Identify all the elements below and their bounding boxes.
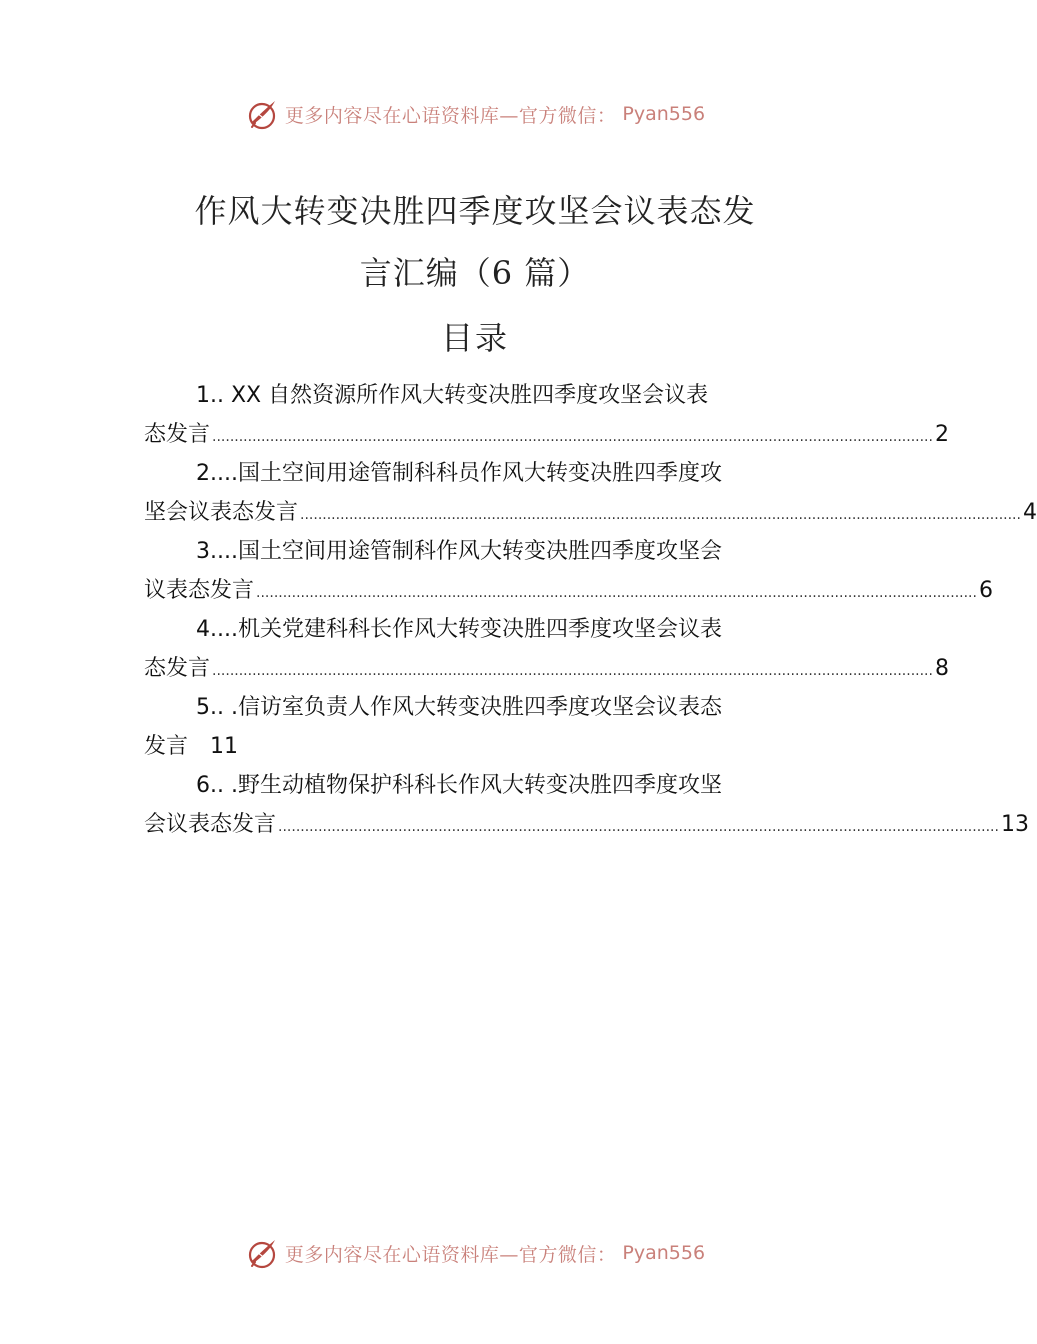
- toc-entry-text: 会议表态发言: [144, 812, 277, 837]
- toc-dot-leader: ..................................................................................................................................................................: [278, 819, 999, 835]
- toc-page-number: 8: [934, 656, 949, 681]
- toc-entry-line-2: [144, 493, 1037, 532]
- toc-entry[interactable]: [144, 454, 1037, 532]
- toc-entry-line-2: [144, 727, 806, 766]
- toc-entry[interactable]: [144, 376, 949, 454]
- toc-page-number: 6: [978, 578, 993, 603]
- toc-entry-text: 议表态发言: [144, 578, 255, 603]
- toc-page-number: 11: [210, 734, 239, 759]
- toc-entry-text: 发言: [144, 734, 189, 759]
- toc-page-number: 4: [1022, 500, 1037, 525]
- toc-entry-line-1: 6.. .野生动植物保护科科长作风大转变决胜四季度攻坚: [196, 773, 722, 798]
- quill-pen-logo-icon: [245, 97, 279, 131]
- table-of-contents: [144, 376, 1037, 844]
- toc-entry-line-1: 3....国土空间用途管制科作风大转变决胜四季度攻坚会: [196, 539, 722, 564]
- banner-wechat-id: Pyan556: [622, 1242, 706, 1264]
- toc-entry[interactable]: [144, 688, 806, 766]
- toc-dot-leader: ..................................................................................................................................................................: [300, 507, 1021, 523]
- banner-text: 更多内容尽在心语资料库—官方微信：: [284, 1243, 617, 1266]
- document-title-line-1: 作风大转变决胜四季度攻坚会议表态发: [194, 192, 756, 230]
- toc-entry[interactable]: [144, 766, 1029, 844]
- toc-dot-leader: ..................................................................................................................................................................: [212, 663, 933, 679]
- toc-heading: 目录: [440, 319, 509, 357]
- toc-dot-leader: ..................................................................................................................................................................: [212, 429, 933, 445]
- toc-entry-line-1: 1.. XX 自然资源所作风大转变决胜四季度攻坚会议表: [196, 383, 709, 408]
- toc-page-number: 2: [934, 422, 949, 447]
- toc-entry-line-1: 4....机关党建科科长作风大转变决胜四季度攻坚会议表: [196, 617, 722, 642]
- banner-text: 更多内容尽在心语资料库—官方微信：: [284, 104, 617, 127]
- toc-entry-line-2: [144, 649, 949, 688]
- toc-entry[interactable]: [144, 532, 993, 610]
- toc-entry-line-1: 2....国土空间用途管制科科员作风大转变决胜四季度攻: [196, 461, 722, 486]
- toc-page-number: 13: [1000, 812, 1029, 837]
- document-title-line-2: 言汇编（6 篇）: [359, 254, 591, 292]
- footer-banner: [0, 1233, 950, 1273]
- quill-pen-logo-icon: [245, 1236, 279, 1270]
- toc-dot-leader: ..................................................................................................................................................................: [256, 585, 977, 601]
- toc-entry-line-1: 5.. .信访室负责人作风大转变决胜四季度攻坚会议表态: [196, 695, 722, 720]
- toc-entry-line-2: [144, 415, 949, 454]
- toc-entry-line-2: [144, 805, 1029, 844]
- toc-entry-text: 态发言: [144, 656, 211, 681]
- toc-entry-text: 态发言: [144, 422, 211, 447]
- banner-wechat-id: Pyan556: [622, 103, 706, 125]
- toc-entry-line-2: [144, 571, 993, 610]
- toc-entry-text: 坚会议表态发言: [144, 500, 299, 525]
- toc-entry[interactable]: [144, 610, 949, 688]
- header-banner: [0, 94, 950, 134]
